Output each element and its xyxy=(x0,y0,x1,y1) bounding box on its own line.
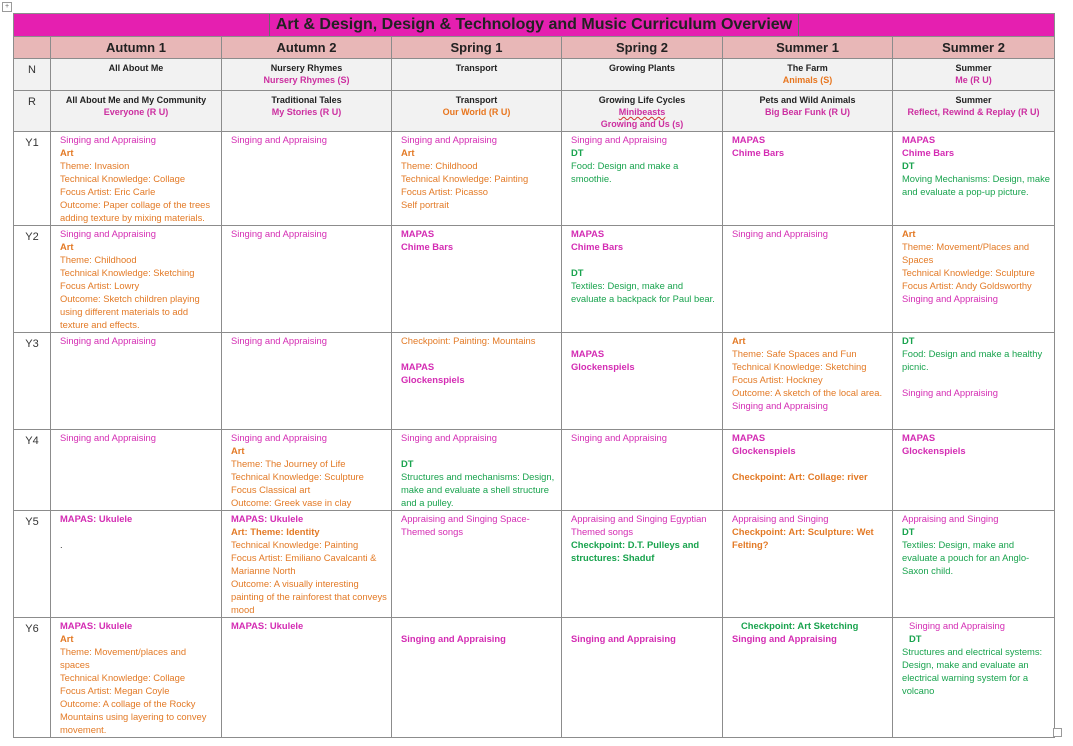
cell-spacer xyxy=(60,525,218,538)
topic-cell xyxy=(562,59,723,91)
plan-cell xyxy=(51,226,222,333)
cell-line: MAPAS xyxy=(401,228,435,239)
topic-cell xyxy=(392,59,562,91)
cell-line: DT xyxy=(571,267,584,278)
cell-line: Art xyxy=(60,633,74,644)
cell-line: Textiles: Design, make and evaluate a backpack for Paul bear. xyxy=(571,280,715,304)
cell-line: MAPAS xyxy=(902,134,936,145)
plan-cell xyxy=(222,430,392,511)
topic-music-unit: Animals (S) xyxy=(782,75,833,85)
term-header-summer-1: Summer 1 xyxy=(723,37,893,59)
term-header-autumn-1: Autumn 1 xyxy=(51,37,222,59)
cell-line: Singing and Appraising xyxy=(732,633,837,644)
cell-line: Theme: Childhood xyxy=(401,160,478,171)
plan-cell xyxy=(562,430,723,511)
cell-line: Chime Bars xyxy=(732,147,785,158)
row-label-y4: Y4 xyxy=(14,430,51,511)
topic-cell xyxy=(51,91,222,132)
cell-line: Technical Knowledge: Collage xyxy=(60,672,186,683)
plan-cell xyxy=(562,511,723,618)
cell-line: MAPAS xyxy=(571,228,605,239)
cell-line: MAPAS xyxy=(571,348,605,359)
plan-cell xyxy=(893,618,1055,738)
cell-line: Moving Mechanisms: Design, make and evaluate a pop-up picture. xyxy=(902,173,1053,197)
cell-line: Singing and Appraising xyxy=(60,432,156,443)
plan-cell xyxy=(392,618,562,738)
cell-line: Singing and Appraising xyxy=(571,134,667,145)
cell-line: Glockenspiels xyxy=(401,374,465,385)
plan-cell xyxy=(893,430,1055,511)
plan-cell xyxy=(392,430,562,511)
topic-title: Traditional Tales xyxy=(271,95,342,105)
cell-line: Theme: Childhood xyxy=(60,254,137,265)
cell-line: Singing and Appraising xyxy=(401,134,497,145)
cell-spacer xyxy=(902,373,1051,386)
cell-line: Singing and Appraising xyxy=(231,134,327,145)
topic-music-unit: Reflect, Rewind & Replay (R U) xyxy=(907,107,1040,117)
plan-cell xyxy=(222,132,392,226)
cell-line: Singing and Appraising xyxy=(60,134,156,145)
plan-cell xyxy=(723,132,893,226)
cell-line: DT xyxy=(902,526,915,537)
cell-line: Technical Knowledge: Painting xyxy=(231,539,359,550)
cell-spacer xyxy=(401,619,558,632)
cell-line: Singing and Appraising xyxy=(231,335,327,346)
plan-cell xyxy=(893,226,1055,333)
plan-cell xyxy=(723,226,893,333)
cell-line: Singing and Appraising xyxy=(231,432,327,443)
cell-line: Outcome: A collage of the Rocky Mountains using layering to convey movement. xyxy=(60,698,210,735)
table-row-y6 xyxy=(14,618,1055,738)
header-corner-cell xyxy=(14,37,51,59)
plan-cell xyxy=(222,511,392,618)
cell-line: Checkpoint: Art Sketching xyxy=(741,620,859,631)
cell-line: DT xyxy=(909,633,922,644)
cell-line: Singing and Appraising xyxy=(231,228,327,239)
cell-line: Singing and Appraising xyxy=(732,400,828,411)
cell-line: Focus Artist: Megan Coyle xyxy=(60,685,170,696)
table-row-y1 xyxy=(14,132,1055,226)
cell-line: Art xyxy=(60,241,74,252)
topic-cell xyxy=(222,59,392,91)
plan-cell xyxy=(562,132,723,226)
cell-line: Appraising and Singing xyxy=(732,513,829,524)
cell-spacer xyxy=(401,347,558,360)
table-move-handle-icon[interactable]: + xyxy=(2,2,12,12)
cell-line: Singing and Appraising xyxy=(902,387,998,398)
row-label-y6: Y6 xyxy=(14,618,51,738)
cell-line: Singing and Appraising xyxy=(902,293,998,304)
cell-line: Chime Bars xyxy=(401,241,454,252)
cell-line: Art xyxy=(231,445,245,456)
cell-line: Technical Knowledge: Sculpture xyxy=(231,471,364,482)
topic-title: All About Me and My Community xyxy=(65,95,207,105)
table-row-nursery xyxy=(14,59,1055,91)
plan-cell xyxy=(723,333,893,430)
cell-line: Appraising and Singing Space-Themed songs xyxy=(401,513,530,537)
cell-line: Singing and Appraising xyxy=(732,228,828,239)
topic-music-unit: Me (R U) xyxy=(955,75,992,85)
cell-line: Art xyxy=(401,147,415,158)
plan-cell xyxy=(51,430,222,511)
cell-spacer xyxy=(571,334,719,347)
plan-cell xyxy=(723,430,893,511)
row-label-y2: Y2 xyxy=(14,226,51,333)
cell-line: Checkpoint: Art: Sculpture: Wet Felting? xyxy=(732,526,877,550)
plan-cell xyxy=(562,618,723,738)
cell-line: Focus Artist: Lowry xyxy=(60,280,140,291)
row-label-y3: Y3 xyxy=(14,333,51,430)
cell-line: Outcome: A sketch of the local area. xyxy=(732,387,883,398)
plan-cell xyxy=(893,132,1055,226)
cell-line: Technical Knowledge: Painting xyxy=(401,173,529,184)
plan-cell xyxy=(222,333,392,430)
cell-line: Singing and Appraising xyxy=(909,620,1005,631)
plan-cell xyxy=(562,333,723,430)
cell-line: MAPAS xyxy=(401,361,435,372)
cell-line: Singing and Appraising xyxy=(571,432,667,443)
cell-line: Focus Artist: Emiliano Cavalcanti & Marianne North xyxy=(231,552,379,576)
topic-title: Pets and Wild Animals xyxy=(759,95,856,105)
curriculum-overview-table xyxy=(13,13,1055,738)
cell-line: Singing and Appraising xyxy=(60,335,156,346)
cell-line: Art xyxy=(902,228,916,239)
cell-line: DT xyxy=(401,458,414,469)
cell-line: Technical Knowledge: Sketching xyxy=(732,361,867,372)
topic-music-unit: Nursery Rhymes (S) xyxy=(263,75,350,85)
cell-line: Technical Knowledge: Collage xyxy=(60,173,186,184)
row-label-y1: Y1 xyxy=(14,132,51,226)
cell-line: Focus Artist: Eric Carle xyxy=(60,186,156,197)
topic-title: Transport xyxy=(455,63,498,73)
cell-line: Checkpoint: Painting: Mountains xyxy=(401,335,536,346)
cell-line: Textiles: Design, make and evaluate a pouch for an Anglo-Saxon child. xyxy=(902,539,1030,576)
cell-line: Glockenspiels xyxy=(732,445,796,456)
plan-cell xyxy=(51,618,222,738)
plan-cell xyxy=(51,333,222,430)
plan-cell xyxy=(222,618,392,738)
topic-title: All About Me xyxy=(108,63,164,73)
topic-music-unit: My Stories (R U) xyxy=(271,107,342,117)
cell-line: MAPAS: Ukulele xyxy=(231,513,304,524)
cell-line: MAPAS: Ukulele xyxy=(60,513,133,524)
plan-cell xyxy=(392,511,562,618)
cell-line: Theme: Movement/places and spaces xyxy=(60,646,189,670)
cell-line: Art: Theme: Identity xyxy=(231,526,320,537)
topic-title: Growing Life Cycles xyxy=(598,95,686,105)
cell-spacer xyxy=(401,444,558,457)
cell-line: Singing and Appraising xyxy=(60,228,156,239)
cell-line: Technical Knowledge: Sketching xyxy=(60,267,195,278)
cell-line: Focus Classical art xyxy=(231,484,311,495)
plan-cell xyxy=(392,132,562,226)
cell-line: Singing and Appraising xyxy=(571,633,676,644)
topic-cell xyxy=(893,91,1055,132)
cell-line: Theme: Safe Spaces and Fun xyxy=(732,348,857,359)
cell-line: MAPAS xyxy=(732,134,766,145)
cell-line: Checkpoint: Art: Collage: river xyxy=(732,471,868,482)
term-header-spring-2: Spring 2 xyxy=(562,37,723,59)
cell-line: Food: Design and make a healthy picnic. xyxy=(902,348,1045,372)
cell-line: Chime Bars xyxy=(571,241,624,252)
plan-cell xyxy=(723,618,893,738)
table-row-y3 xyxy=(14,333,1055,430)
cell-line: Glockenspiels xyxy=(571,361,635,372)
cell-line: Theme: Invasion xyxy=(60,160,130,171)
cell-line: Glockenspiels xyxy=(902,445,966,456)
cell-line: Art xyxy=(60,147,74,158)
plan-cell xyxy=(392,333,562,430)
table-resize-handle-icon[interactable] xyxy=(1053,728,1062,737)
cell-line: Theme: The Journey of Life xyxy=(231,458,346,469)
cell-line: . xyxy=(60,539,63,550)
topic-cell xyxy=(392,91,562,132)
cell-line: Food: Design and make a smoothie. xyxy=(571,160,681,184)
cell-line: Focus Artist: Hockney xyxy=(732,374,823,385)
topic-cell xyxy=(723,91,893,132)
row-label-r: R xyxy=(14,91,51,132)
topic-cell xyxy=(562,91,723,132)
term-header-row xyxy=(14,37,1055,59)
plan-cell xyxy=(51,132,222,226)
cell-line: Checkpoint: D.T. Pulleys and structures: Shaduf xyxy=(571,539,702,563)
cell-line: Outcome: A visually interesting painting of the rainforest that conveys mood xyxy=(231,578,390,615)
table-row-y5 xyxy=(14,511,1055,618)
cell-line: Structures and electrical systems: Design, make and evaluate an electrical warning system for a volcano xyxy=(902,646,1045,696)
cell-spacer xyxy=(571,619,719,632)
cell-line: DT xyxy=(902,335,915,346)
plan-cell xyxy=(893,511,1055,618)
cell-line: DT xyxy=(571,147,584,158)
cell-line: Self portrait xyxy=(401,199,449,210)
topic-title: Summer xyxy=(955,95,992,105)
cell-line: Art xyxy=(732,335,746,346)
cell-line: Structures and mechanisms: Design, make and evaluate a shell structure and a pulley. xyxy=(401,471,557,508)
plan-cell xyxy=(723,511,893,618)
cell-line: Singing and Appraising xyxy=(401,432,497,443)
cell-line: Outcome: Greek vase in clay xyxy=(231,497,352,508)
page-title: Art & Design, Design & Technology and Music Curriculum Overview xyxy=(269,14,799,36)
topic-subtopic: Minibeasts xyxy=(618,107,666,117)
topic-cell xyxy=(723,59,893,91)
row-label-y5: Y5 xyxy=(14,511,51,618)
plan-cell xyxy=(893,333,1055,430)
plan-cell xyxy=(51,511,222,618)
cell-line: MAPAS xyxy=(732,432,766,443)
cell-line: Focus Artist: Andy Goldsworthy xyxy=(902,280,1032,291)
topic-title: The Farm xyxy=(787,63,828,73)
topic-music-unit: Growing and Us (s) xyxy=(600,119,684,129)
table-row-y4 xyxy=(14,430,1055,511)
overview-title-cell xyxy=(14,14,1055,37)
topic-music-unit: Big Bear Funk (R U) xyxy=(764,107,850,117)
plan-cell xyxy=(392,226,562,333)
topic-title: Transport xyxy=(455,95,498,105)
topic-cell xyxy=(222,91,392,132)
topic-title: Growing Plants xyxy=(608,63,675,73)
cell-spacer xyxy=(732,457,889,470)
table-row-reception xyxy=(14,91,1055,132)
topic-music-unit: Our World (R U) xyxy=(442,107,511,117)
cell-line: Technical Knowledge: Sculpture xyxy=(902,267,1035,278)
topic-music-unit: Everyone (R U) xyxy=(103,107,169,117)
cell-line: Singing and Appraising xyxy=(401,633,506,644)
plan-cell xyxy=(562,226,723,333)
topic-cell xyxy=(51,59,222,91)
cell-line: Chime Bars xyxy=(902,147,955,158)
term-header-spring-1: Spring 1 xyxy=(392,37,562,59)
cell-line: Outcome: Paper collage of the trees adding texture by mixing materials. xyxy=(60,199,213,223)
term-header-autumn-2: Autumn 2 xyxy=(222,37,392,59)
cell-line: MAPAS: Ukulele xyxy=(60,620,133,631)
table-row-y2 xyxy=(14,226,1055,333)
plan-cell xyxy=(222,226,392,333)
topic-cell xyxy=(893,59,1055,91)
cell-spacer xyxy=(571,253,719,266)
cell-line: MAPAS xyxy=(902,432,936,443)
row-label-n: N xyxy=(14,59,51,91)
cell-line: Theme: Movement/Places and Spaces xyxy=(902,241,1032,265)
cell-line: Outcome: Sketch children playing using different materials to add texture and effects. xyxy=(60,293,203,330)
topic-title: Nursery Rhymes xyxy=(270,63,343,73)
topic-title: Summer xyxy=(955,63,992,73)
cell-line: Appraising and Singing Egyptian Themed songs xyxy=(571,513,709,537)
cell-line: DT xyxy=(902,160,915,171)
term-header-summer-2: Summer 2 xyxy=(893,37,1055,59)
cell-line: MAPAS: Ukulele xyxy=(231,620,304,631)
cell-line: Focus Artist: Picasso xyxy=(401,186,489,197)
cell-line: Appraising and Singing xyxy=(902,513,999,524)
